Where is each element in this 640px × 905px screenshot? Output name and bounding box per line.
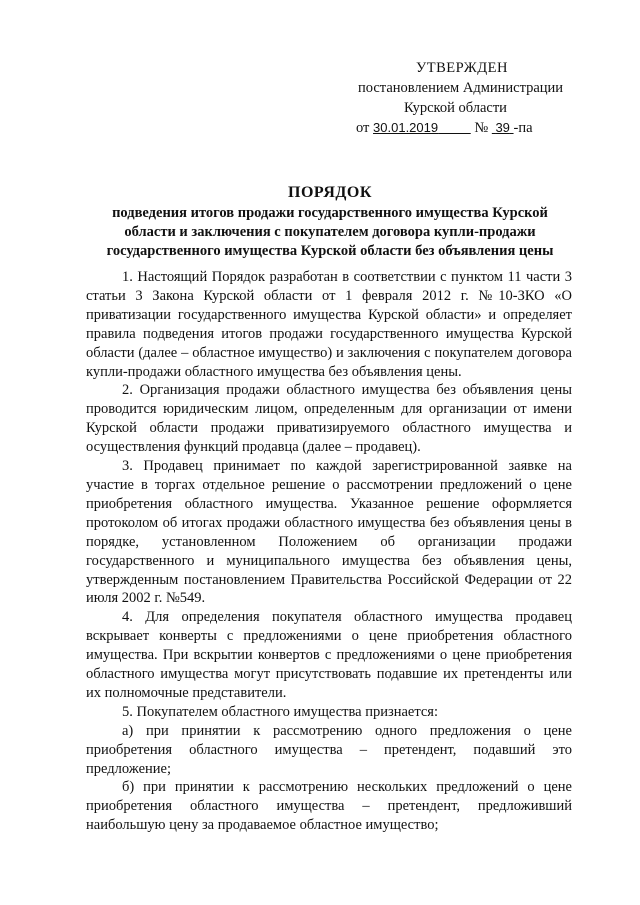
approval-date: 30.01.2019 xyxy=(373,120,439,135)
approval-region: Курской области xyxy=(404,100,507,116)
document-subtitle-line: подведения итогов продажи государственного имущества Курской xyxy=(112,205,548,221)
number-prefix: № xyxy=(474,120,489,136)
number-suffix: -па xyxy=(513,120,533,136)
approval-authority: постановлением Администрации xyxy=(358,80,564,96)
approval-stamp xyxy=(356,58,596,138)
approval-date-number xyxy=(356,118,596,138)
paragraph-5a: а) при принятии к рассмотрению одного предложения о цене приобретения областного имущества – претендент, подавший это предложение; xyxy=(86,722,572,777)
document-subtitle-line: государственного имущества Курской области без объявления цены xyxy=(106,243,554,259)
date-prefix: от xyxy=(356,120,370,136)
date-underline xyxy=(438,118,471,138)
document-title: ПОРЯДОК xyxy=(288,184,372,201)
approval-title: УТВЕРЖДЕН xyxy=(416,60,508,76)
paragraph-1: 1. Настоящий Порядок разработан в соответствии с пунктом 11 части 3 статьи 3 Закона Курской области от 1 февраля 2012 г. №10-ЗКО «О приватизации государственного имущества Курской области» и определяет правила подведения итогов продажи государственного имущества Курской области (далее – областное имущество) и заключения с покупателем договора купли-продажи областного имущества без объявления цены. xyxy=(86,269,572,380)
paragraph-5: 5. Покупателем областного имущества признается: xyxy=(122,703,438,720)
paragraph-5b: б) при принятии к рассмотрению нескольких предложений о цене приобретения областного имущества – претендент, предложивший наибольшую цену за продаваемое областное имущество; xyxy=(86,779,572,834)
paragraph-2: 2. Организация продажи областного имущества без объявления цены проводится юридическим лицом, определенным для организации от имени Курской области продажи приватизируемого областного имущества и осуществления функций продавца (далее – продавец). xyxy=(86,382,572,456)
document-subtitle-line: области и заключения с покупателем договора купли-продажи xyxy=(124,224,536,240)
document-body xyxy=(86,268,572,835)
paragraph-4: 4. Для определения покупателя областного имущества продавец вскрывает конверты с предложениями о цене приобретения областного имущества. При вскрытии конвертов с предложениями о цене приобретения областного имущества могут присутствовать подавшие их претенденты или их полномочные представители. xyxy=(86,609,572,701)
document-title-block xyxy=(80,182,580,261)
paragraph-3: 3. Продавец принимает по каждой зарегистрированной заявке на участие в торгах отдельное решение о рассмотрении предложений о цене приобретения областного имущества. Указанное решение оформляется протоколом об итогах продажи областного имущества без объявления цены в порядке, установленном Положением об организации продажи государственного и муниципального имущества без объявления цены, утвержденным постановлением Правительства Российской Федерации от 22 июля 2002 г. №549. xyxy=(86,458,572,607)
approval-number: 39 xyxy=(495,120,510,135)
